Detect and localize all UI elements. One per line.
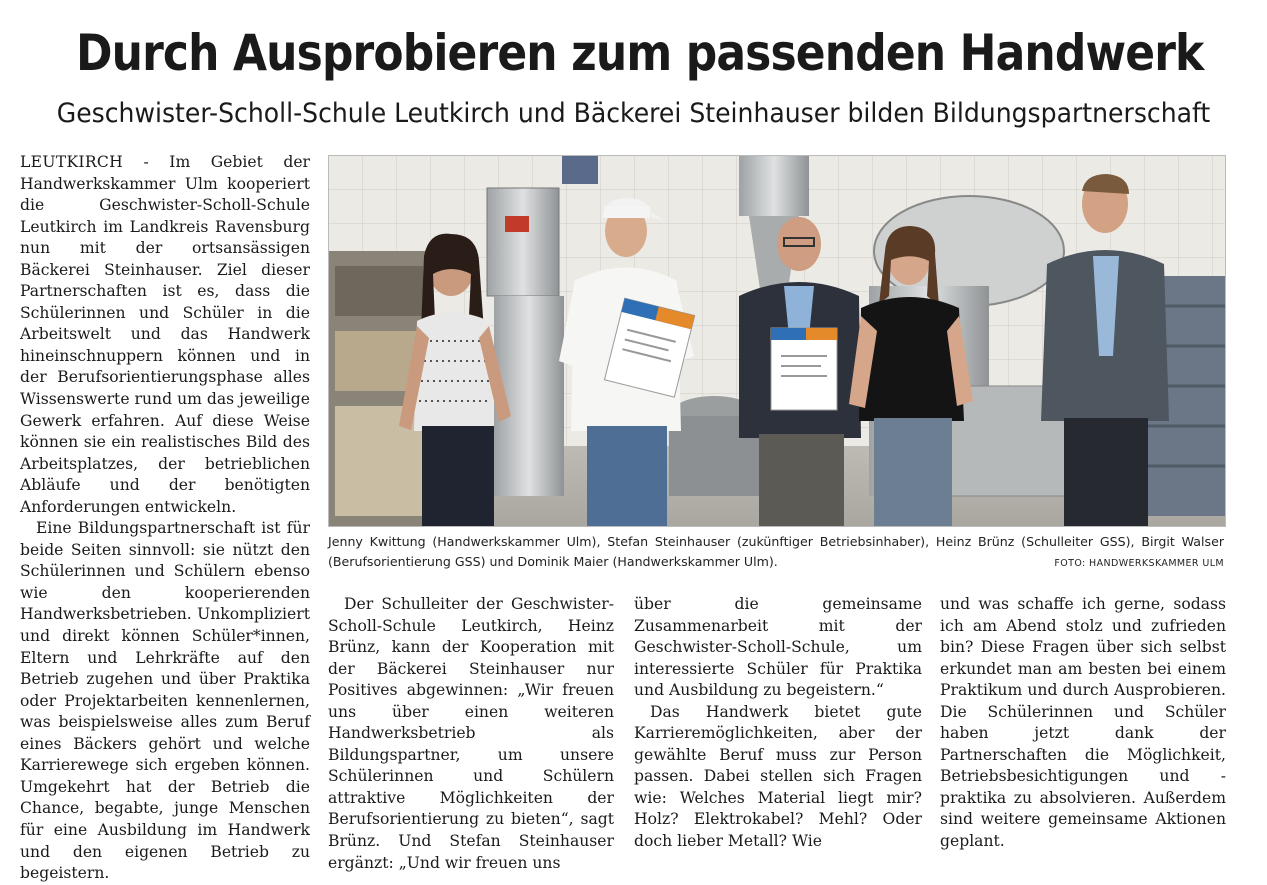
article-column-3 <box>634 594 922 853</box>
dateline: LEUTKIRCH <box>20 153 124 171</box>
paragraph: über die gemeinsame Zusammenarbeit mit der Geschwister-Scholl-Schule, um interessierte Schüler für Praktika und Ausbildung zu begeistern.“ <box>634 595 922 700</box>
lead-text: - Im Gebiet der Handwerkskammer Ulm kooperiert die Geschwister-Scholl-Schule Leutkirch im Landkreis Ravensburg nun mit der ortsansässigen Bäckerei Steinhauser. Ziel dieser Partnerschaften ist es, dass die Schülerinnen und Schüler in die Arbeitswelt und das Handwerk hineinschnuppern können und in der Berufsorientierungsphase alles Wissenswerte rund um das jeweilige Gewerk erfahren. Auf diese Weise können sie ein realistisches Bild des Arbeitsplatzes, der betrieblichen Abläufe und der benötigten Anforderungen entwickeln. <box>20 153 310 516</box>
bakery-group-photo <box>329 156 1225 526</box>
article-column-1 <box>20 152 310 885</box>
caption-text: Jenny Kwittung (Handwerkskammer Ulm), Stefan Steinhauser (zukünftiger Betriebsinhaber), Heinz Brünz (Schulleiter GSS), Birgit Walser (Berufsorientierung GSS) und Dominik Maier (Handwerkskammer Ulm). <box>328 534 1224 569</box>
article-column-4 <box>940 594 1226 853</box>
photo-caption <box>328 532 1224 574</box>
headline: Durch Ausprobieren zum passenden Handwerk <box>76 24 1204 82</box>
subheadline: Geschwister-Scholl-Schule Leutkirch und Bäckerei Steinhauser bilden Bildungspartnerschaft <box>56 98 1211 129</box>
lead-paragraph <box>20 152 310 518</box>
paragraph: und was schaffe ich gerne, sodass ich am Abend stolz und zufrieden bin? Diese Fragen über sich selbst erkundet man am besten bei einem Praktikum und durch Ausprobieren. Die Schülerinnen und Schüler haben jetzt dank der Partnerschaften die Möglichkeit, Betriebsbesichtigungen und -praktika zu absolvieren. Außerdem sind weitere gemeinsame Aktionen geplant. <box>940 595 1226 851</box>
photo-credit: FOTO: HANDWERKSKAMMER ULM <box>1054 558 1224 569</box>
article-photo <box>328 155 1226 527</box>
paragraph: Der Schulleiter der Geschwister-Scholl-Schule Leutkirch, Heinz Brünz, kann der Kooperation mit der Bäckerei Steinhauser nur Positives abgewinnen: „Wir freuen uns über einen weiteren Handwerksbetrieb als Bildungspartner, um unsere Schülerinnen und Schülern attraktive Möglichkeiten der Berufsorientierung zu bieten“, sagt Brünz. Und Stefan Steinhauser ergänzt: „Und wir freuen uns <box>328 595 614 872</box>
paragraph: Das Handwerk bietet gute Karrieremöglichkeiten, aber der gewählte Beruf muss zur Person passen. Dabei stellen sich Fragen wie: Welches Material liegt mir? Holz? Elektrokabel? Mehl? Oder doch lieber Metall? Wie <box>634 702 922 851</box>
paragraph: Eine Bildungspartnerschaft ist für beide Seiten sinnvoll: sie nützt den Schülerinnen und Schülern ebenso wie den kooperierenden Handwerksbetrieben. Unkompliziert und direkt können Schüler*innen, Eltern und Lehrkräfte auf den Betrieb zugehen und über Praktika oder Projektarbeiten kennenlernen, was beispielsweise alles zum Beruf eines Bäckers gehört und welche Karrierewege sich ergeben können. Umgekehrt hat der Betrieb die Chance, begabte, junge Menschen für eine Ausbildung im Handwerk und den eigenen Betrieb zu begeistern. <box>20 519 310 883</box>
article-column-2 <box>328 594 614 874</box>
